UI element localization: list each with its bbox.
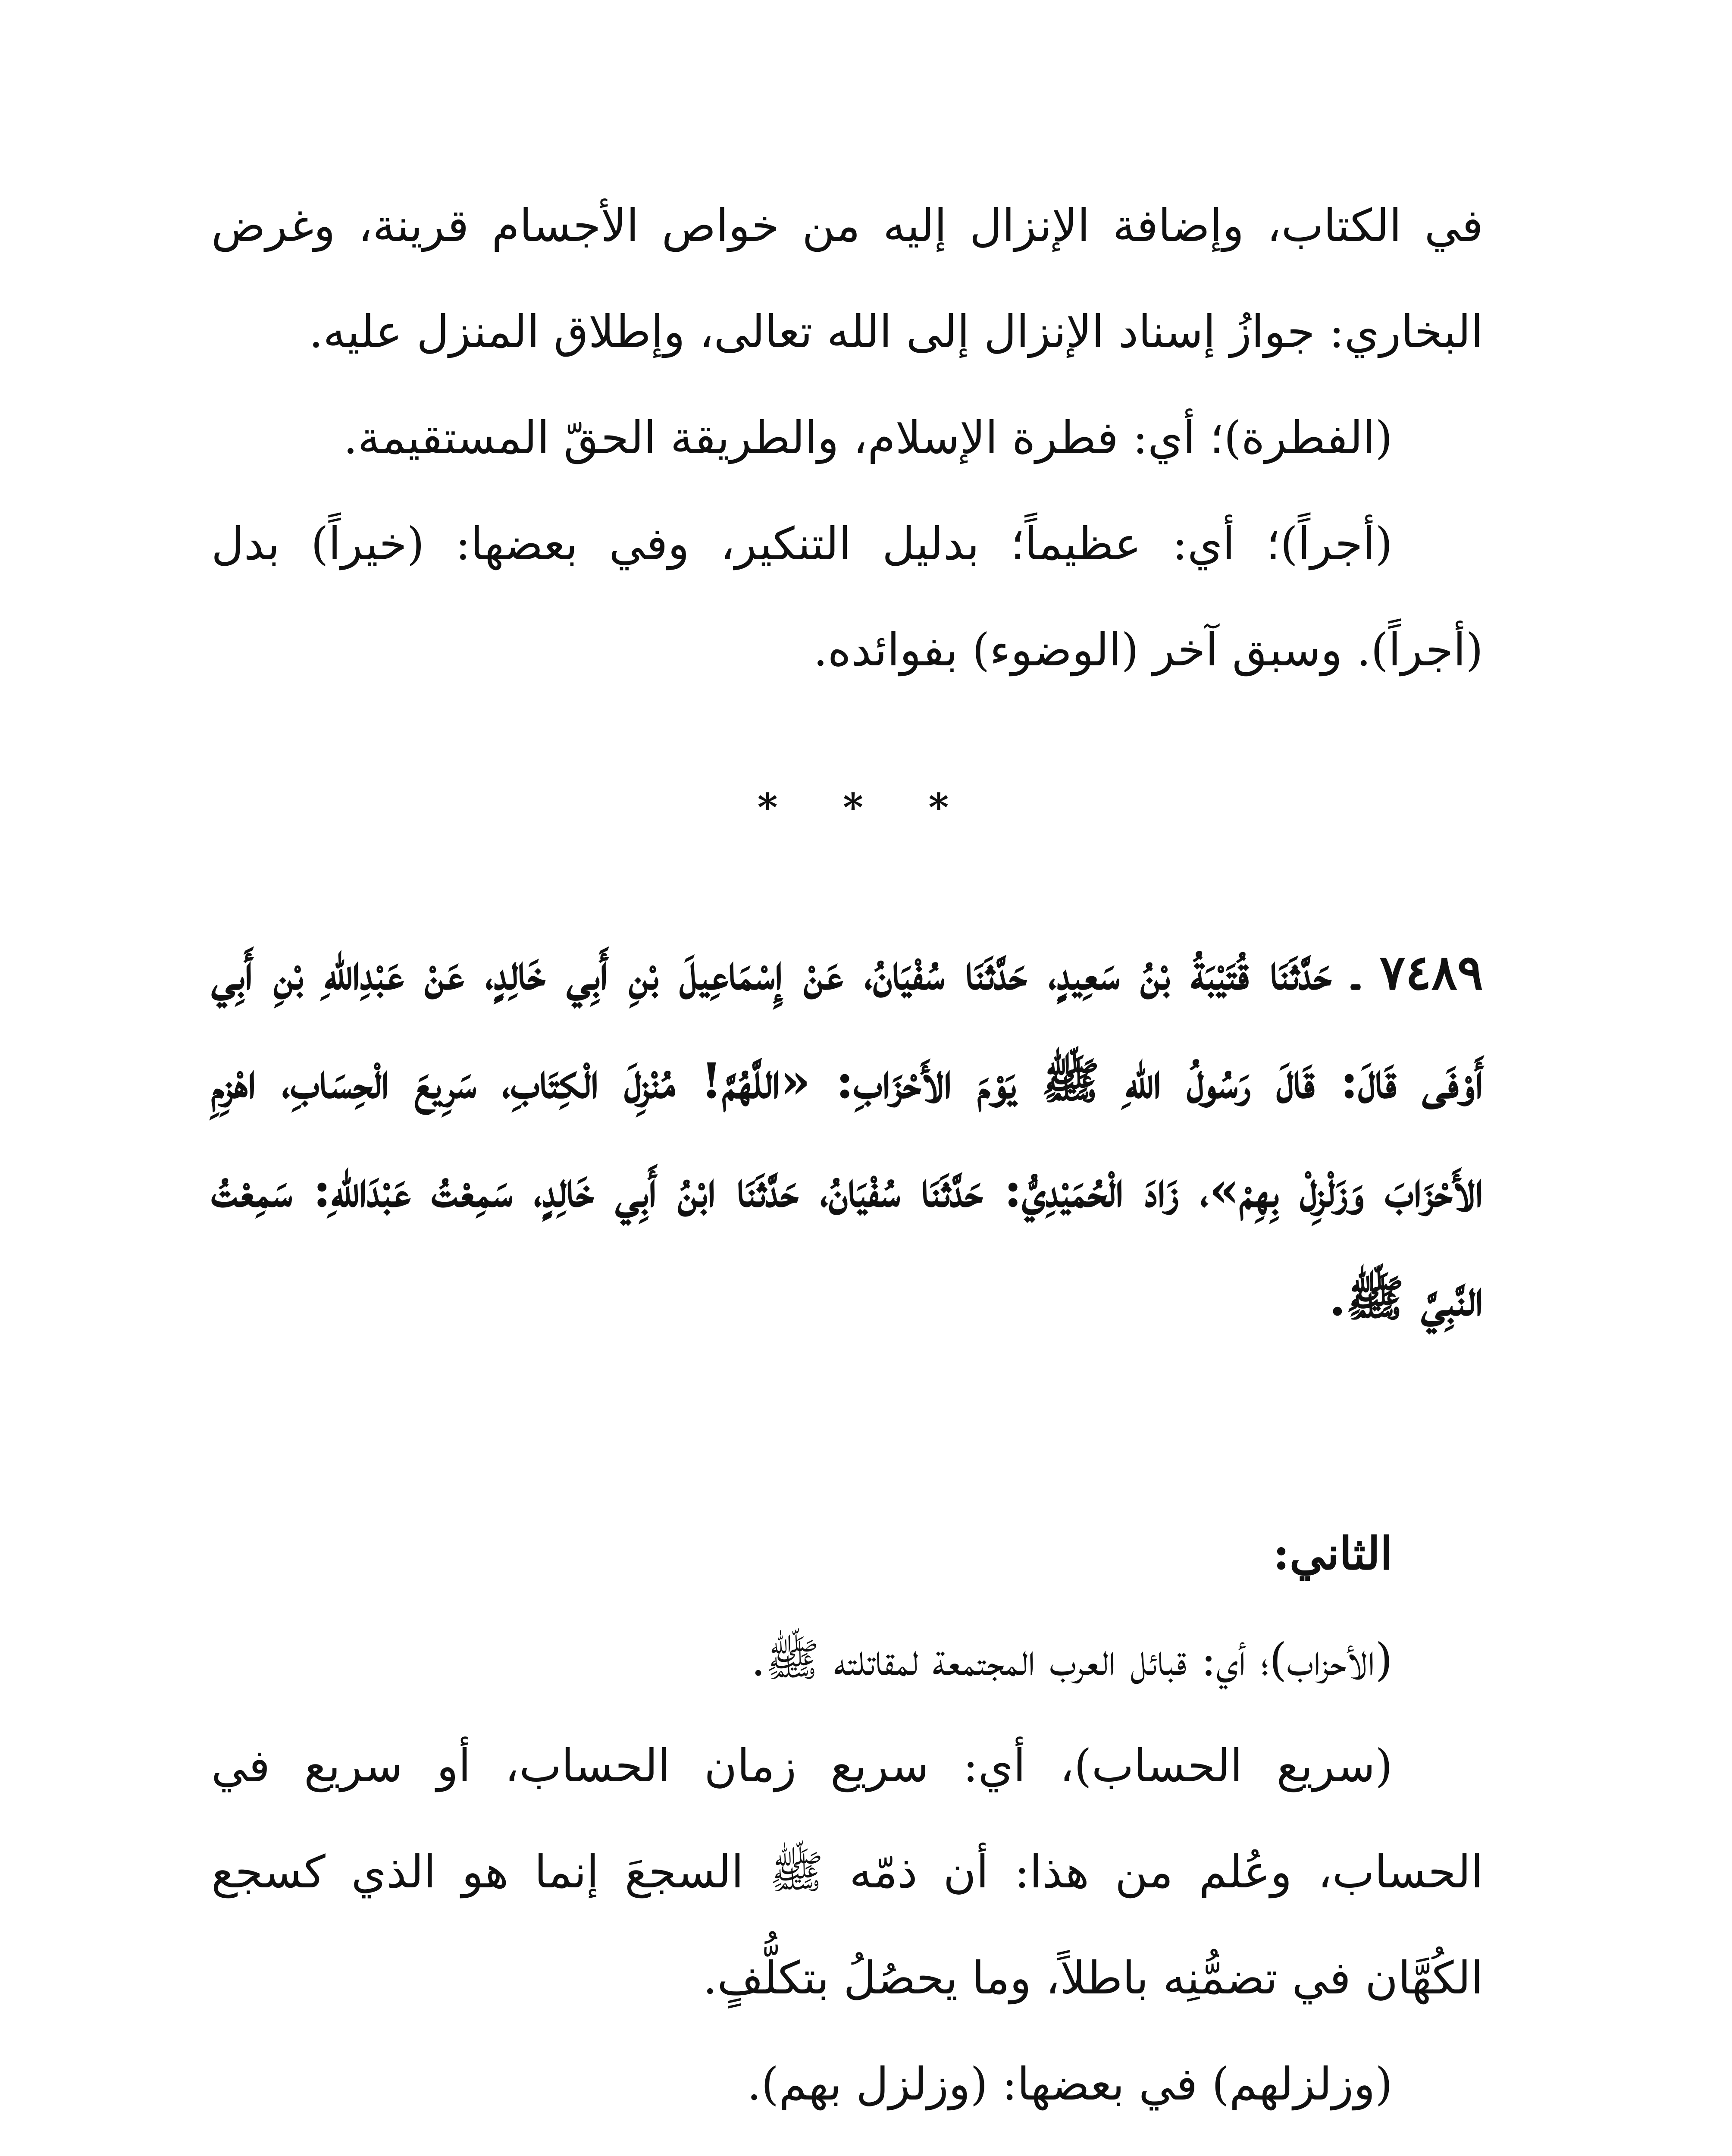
paragraph-fitra: (الفطرة)؛ أي: فطرة الإسلام، والطريقة الحقّ المستقيمة.	[343, 411, 1393, 464]
hadith-text: ٧٤٨٩ ـ حَدَّثَنَا قُتَيْبَةُ بْنُ سَعِيدٍ، حَدَّثَنَا سُفْيَانُ، عَنْ إِسْمَاعِيلَ بْنِ أَبِي خَالِدٍ، عَنْ عَبْدِاللهِ بْنِ أَبِي أَوْفَى قَالَ: قَالَ رَسُولُ اللهِ ﷺ يَوْمَ الأَحْزَابِ: «اللَّهُمَّ! مُنْزِلَ الْكِتَابِ، سَرِيعَ الْحِسَابِ، اهْزِمِ الأَحْزَابَ وَزَلْزِلْ بِهِمْ»، زَادَ الْحُمَيْدِيُّ: حَدَّثَنَا سُفْيَانُ، حَدَّثَنَا ابْنُ أَبِي خَالِدٍ، سَمِعْتُ عَبْدَاللهِ: سَمِعْتُ النَّبِيَّ ﷺ.	[211, 944, 1484, 1327]
paragraph-ajran: (أجراً)؛ أي: عظيماً؛ بدليل التنكير، وفي بعضها: (خيراً) بدل (أجراً). وسبق آخر (الوضوء) بفوائده.	[211, 517, 1483, 676]
top-text-block	[211, 172, 1483, 703]
section-title: الثاني:	[1273, 1527, 1393, 1580]
hadith-block	[211, 918, 1483, 1353]
paragraph-continuation: في الكتاب، وإضافة الإنزال إليه من خواص الأجسام قرينة، وغرض البخاري: جوازُ إسناد الإنزال إلى الله تعالى، وإطلاق المنزل عليه.	[211, 199, 1483, 358]
commentary-humaydi	[211, 2137, 1483, 2156]
commentary-sari-al-hisab: (سريع الحساب)، أي: سريع زمان الحساب، أو سريع في الحساب، وعُلم من هذا: أن ذمّه ﷺ السجعَ إنما هو الذي كسجع الكُهَّان في تضمُّنِه باطلاً، وما يحصُلُ بتكلُّفٍ.	[211, 1739, 1483, 2004]
commentary-block	[211, 1501, 1483, 2156]
commentary-ahzab: (الأحزاب)؛ أي: قبائل العرب المجتمعة لمقاتلته ﷺ.	[751, 1633, 1393, 1686]
commentary-zalzilhum: (وزلزلهم) في بعضها: (وزلزل بهم).	[747, 2058, 1393, 2110]
section-separator: * * *	[757, 785, 975, 830]
